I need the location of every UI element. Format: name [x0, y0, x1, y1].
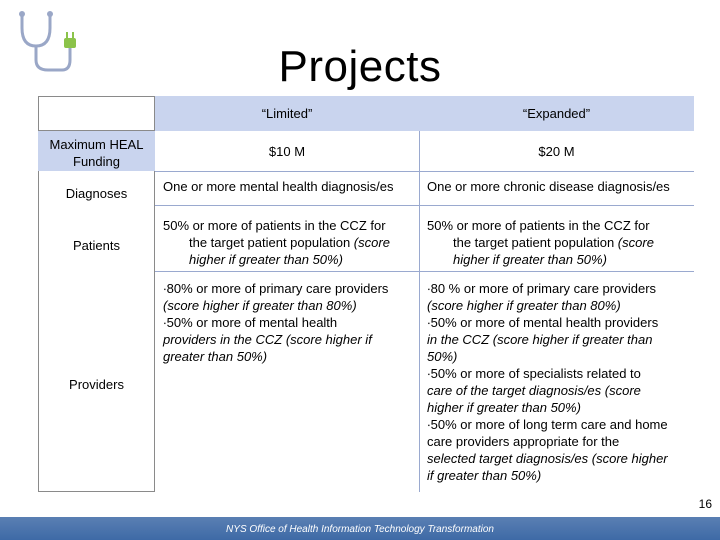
patients-limited-score-2: higher if greater than 50%) [189, 252, 343, 267]
patients-limited-line2 [163, 234, 418, 251]
providers-limited-line: (score higher if greater than 80%) [163, 298, 357, 313]
providers-limited-line: ∙80% or more of primary care providers [163, 281, 389, 296]
header-limited: “Limited” [155, 96, 419, 131]
patients-limited-line1: 50% or more of patients in the CCZ for [163, 218, 386, 233]
providers-expanded-line: care providers appropriate for the [427, 434, 620, 449]
heal-label-line2: Funding [73, 154, 120, 169]
patients-expanded-text: the target patient population [453, 235, 615, 250]
providers-expanded-line: if greater than 50%) [427, 468, 542, 483]
row-divider [155, 205, 694, 206]
providers-expanded-line: (score higher if greater than 80%) [427, 298, 621, 313]
patients-expanded [427, 217, 692, 268]
providers-limited-line: providers in the CCZ (score higher if [163, 332, 372, 347]
providers-expanded-line: 50%) [427, 349, 458, 364]
patients-expanded-score-2: higher if greater than 50%) [453, 252, 607, 267]
row-divider [155, 271, 694, 272]
diagnoses-label: Diagnoses [65, 186, 128, 201]
providers-expanded-line: ∙50% or more of specialists related to [427, 366, 641, 381]
providers-expanded [427, 280, 692, 484]
patients-label: Patients [73, 238, 120, 253]
providers-limited-line: ∙50% or more of mental health [163, 315, 338, 330]
page-title: Projects [278, 42, 442, 91]
projects-table [38, 96, 694, 492]
providers-expanded-line: ∙50% or more of long term care and home [427, 417, 668, 432]
diagnoses-limited: One or more mental health diagnosis/es [163, 179, 394, 194]
providers-expanded-line: higher if greater than 50%) [427, 400, 581, 415]
patients-expanded-score: (score [614, 235, 654, 250]
patients-expanded-line3 [427, 251, 692, 268]
patients-expanded-line1: 50% or more of patients in the CCZ for [427, 218, 650, 233]
column-divider [419, 131, 420, 492]
heal-label-line1: Maximum HEAL [49, 137, 144, 152]
providers-expanded-line: ∙50% or more of mental health providers [427, 315, 659, 330]
diagnoses-expanded: One or more chronic disease diagnosis/es [427, 179, 670, 194]
page-number: 16 [698, 497, 712, 511]
providers-expanded-line: selected target diagnosis/es (score higher [427, 451, 668, 466]
header-expanded: “Expanded” [419, 96, 694, 131]
providers-expanded-line: ∙80 % or more of primary care providers [427, 281, 657, 296]
providers-limited [163, 280, 418, 365]
row-divider [155, 171, 694, 172]
heal-expanded-value: $20 M [538, 144, 575, 159]
patients-limited [163, 217, 418, 268]
footer-text: NYS Office of Health Information Technology Transformation [226, 524, 494, 535]
patients-limited-score: (score [350, 235, 390, 250]
providers-label: Providers [69, 377, 124, 392]
header-blank-cell [38, 96, 155, 131]
providers-expanded-line: in the CCZ (score higher if greater than [427, 332, 653, 347]
patients-limited-text: the target patient population [189, 235, 351, 250]
patients-limited-line3 [163, 251, 418, 268]
providers-expanded-line: care of the target diagnosis/es (score [427, 383, 641, 398]
heal-limited-value: $10 M [268, 144, 306, 159]
providers-limited-line: greater than 50%) [163, 349, 268, 364]
patients-expanded-line2 [427, 234, 692, 251]
